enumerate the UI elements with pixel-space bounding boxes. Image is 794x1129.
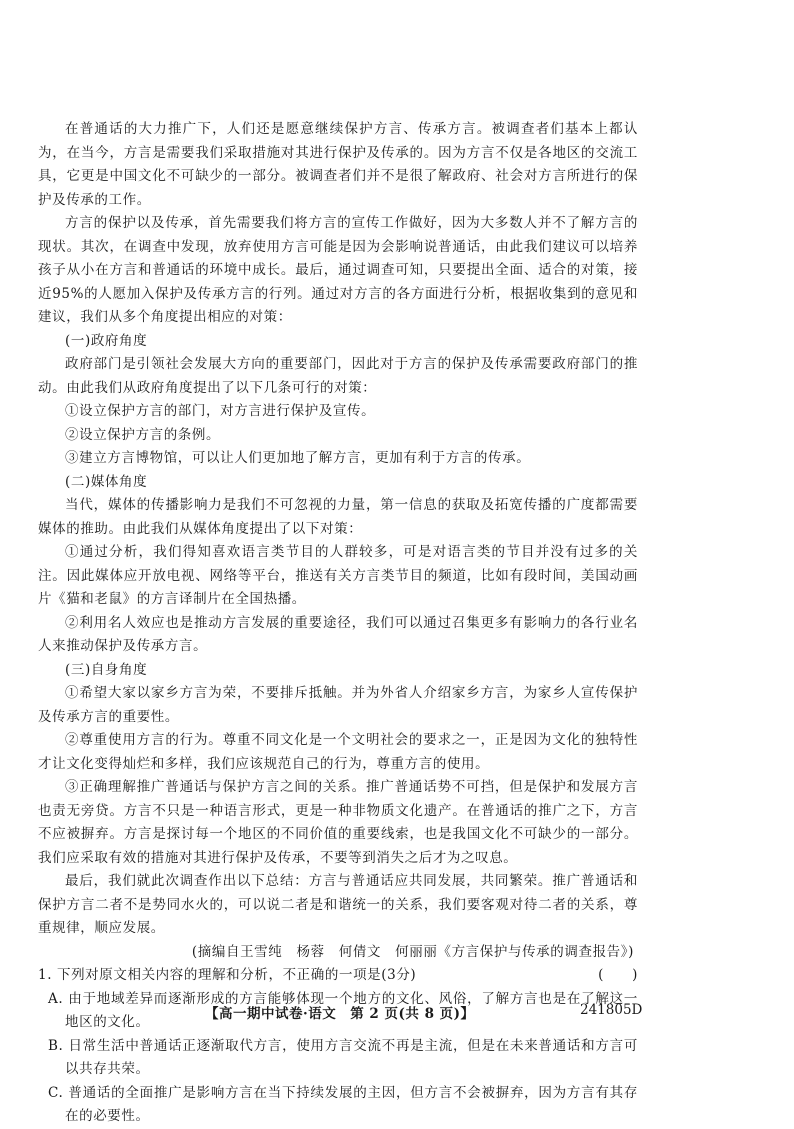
page-footer	[0, 1002, 794, 1026]
option-b: B. 日常生活中普通话正逐渐取代方言，使用方言交流不再是主流，但是在未来普通话和方言可以共存共荣。	[48, 1037, 638, 1077]
exam-page	[38, 118, 638, 1129]
footer-exam-code: 241805D	[580, 1002, 643, 1018]
media-item-2: ②利用名人效应也是推动方言发展的重要途径，我们可以通过召集更多有影响力的各行业名人来推动保护及传承方言。	[38, 614, 638, 654]
self-item-3: ③正确理解推广普通话与保护方言之间的关系。推广普通话势不可挡，但是保护和发展方言也责无旁贷。方言不只是一种语言形式，更是一种非物质文化遗产。在普通话的推广之下，方言不应被摒弃。方言是探讨每一个地区的不同价值的重要线索，也是我国文化不可缺少的一部分。我们应采取有效的措施对其进行保护及传承，不要等到消失之后才为之叹息。	[38, 779, 638, 866]
heading-media: (二)媒体角度	[65, 473, 148, 490]
self-item-1: ①希望大家以家乡方言为荣，不要排斥抵触。并为外省人介绍家乡方言，为家乡人宣传保护及传承方言的重要性。	[38, 685, 638, 725]
paragraph-1: 在普通话的大力推广下，人们还是愿意继续保护方言、传承方言。被调查者们基本上都认为，在当今，方言是需要我们采取措施对其进行保护及传承的。因为方言不仅是各地区的交流工具，它更是中国文化不可缺少的一部分。被调查者们并不是很了解政府、社会对方言所进行的保护及传承的工作。	[38, 121, 638, 208]
gov-item-3: ③建立方言博物馆，可以让人们更加地了解方言，更加有利于方言的传承。	[65, 450, 531, 466]
self-item-2: ②尊重使用方言的行为。尊重不同文化是一个文明社会的要求之一，正是因为文化的独特性才让文化变得灿烂和多样，我们应该规范自己的行为，尊重方言的使用。	[38, 732, 638, 772]
heading-self: (三)自身角度	[65, 661, 148, 678]
paragraph-5: 最后，我们就此次调查作出以下总结：方言与普通话应共同发展，共同繁荣。推广普通话和保护方言二者不是势同水火的，可以说二者是和谐统一的关系，我们要客观对待二者的关系，尊重规律，顺应发展。	[38, 873, 638, 936]
footer-page-info: 【高一期中试卷·语文 第 2 页(共 8 页)】	[205, 1006, 475, 1022]
gov-item-1: ①设立保护方言的部门，对方言进行保护及宣传。	[65, 403, 376, 419]
question-1-text: 1. 下列对原文相关内容的理解和分析，不正确的一项是(3分)	[38, 967, 417, 983]
option-c: C. 普通话的全面推广是影响方言在当下持续发展的主因，但方言不会被摒弃，因为方言有其存在的必要性。	[48, 1084, 638, 1124]
heading-government: (一)政府角度	[65, 332, 148, 349]
option-a: A. 由于地域差异而逐渐形成的方言能够体现一个地方的文化、风俗，了解方言也是在了解这一地区的文化。	[48, 990, 638, 1030]
source-citation: (摘编自王雪纯 杨蓉 何倩文 何丽丽《方言保护与传承的调查报告》)	[191, 943, 634, 960]
paragraph-4: 当代，媒体的传播影响力是我们不可忽视的力量，第一信息的获取及拓宽传播的广度都需要媒体的推助。由此我们从媒体角度提出了以下对策：	[38, 497, 638, 537]
question-1-stem	[38, 964, 638, 988]
paragraph-3: 政府部门是引领社会发展大方向的重要部门，因此对于方言的保护及传承需要政府部门的推动。由此我们从政府角度提出了以下几条可行的对策：	[38, 356, 638, 396]
paragraph-2: 方言的保护以及传承，首先需要我们将方言的宣传工作做好，因为大多数人并不了解方言的现状。其次，在调查中发现，放弃使用方言可能是因为会影响说普通话，由此我们建议可以培养孩子从小在方言和普通话的环境中成长。最后，通过调查可知，只要提出全面、适合的对策，接近95%的人愿加入保护及传承方言的行列。通过对方言的各方面进行分析，根据收集到的意见和建议，我们从多个角度提出相应的对策：	[38, 215, 638, 325]
answer-blank: ( )	[598, 967, 638, 983]
gov-item-2: ②设立保护方言的条例。	[65, 426, 221, 443]
media-item-1: ①通过分析，我们得知喜欢语言类节目的人群较多，可是对语言类的节目并没有过多的关注。因此媒体应开放电视、网络等平台，推送有关方言类节目的频道，比如有段时间，美国动画片《猫和老鼠》的方言译制片在全国热播。	[38, 544, 638, 607]
